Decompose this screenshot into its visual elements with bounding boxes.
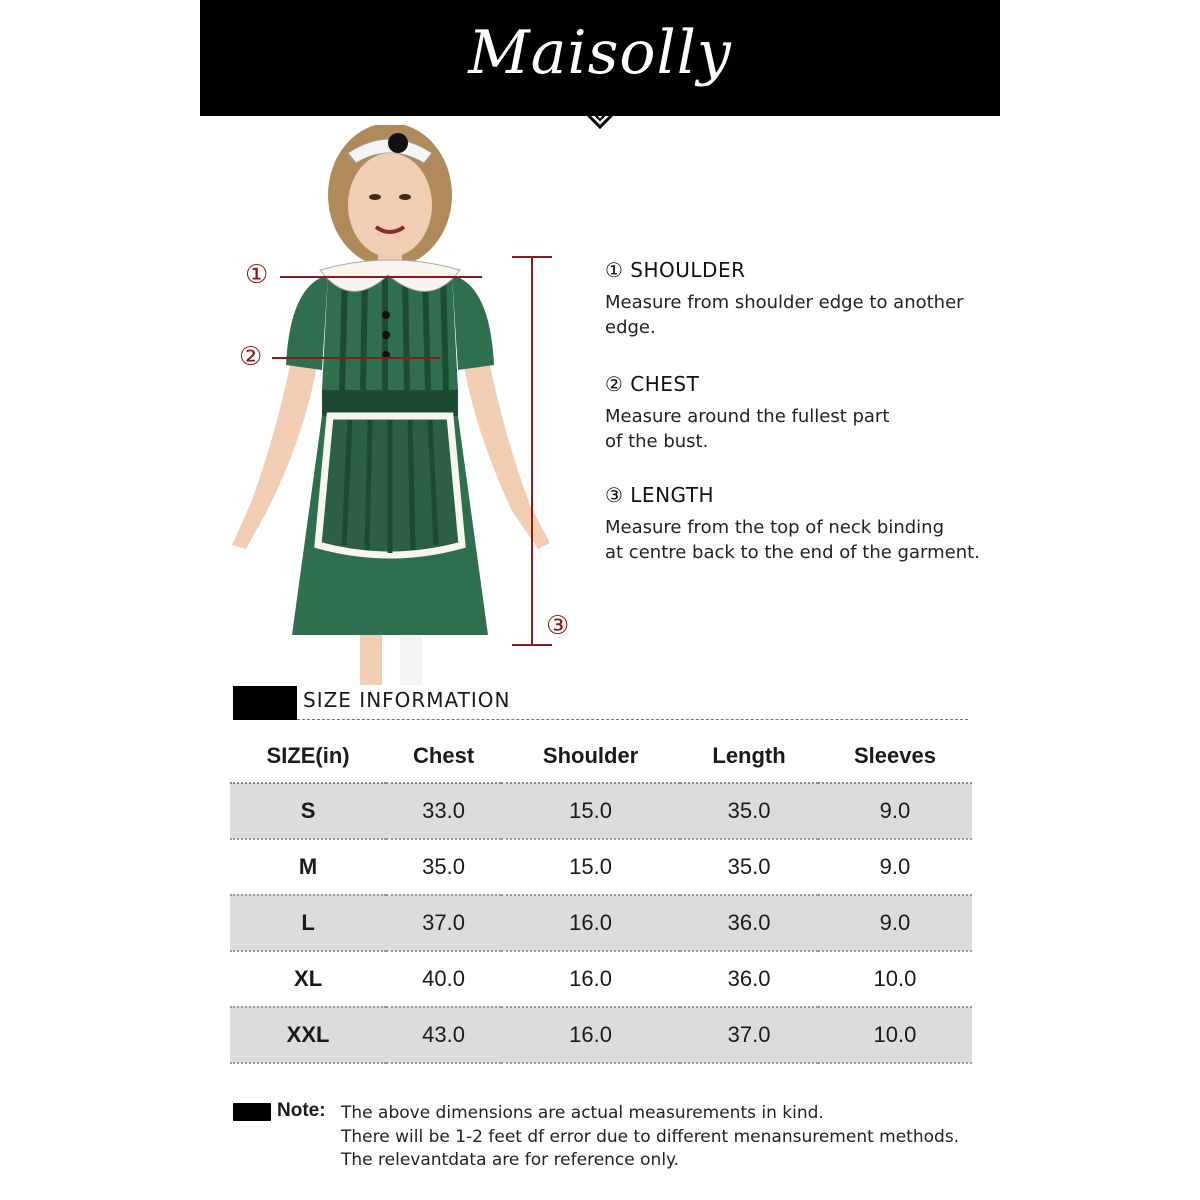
table-row — [230, 1007, 972, 1063]
table-cell: 37.0 — [680, 1007, 818, 1063]
length-marker: ③ — [546, 611, 570, 641]
length-desc-line: Measure from the top of neck binding — [605, 517, 945, 538]
table-row — [230, 839, 972, 895]
note-text — [341, 1102, 959, 1173]
table-cell: 9.0 — [818, 783, 972, 839]
table-cell: M — [230, 839, 386, 895]
shoulder-guide — [605, 258, 1005, 340]
table-cell: 36.0 — [680, 951, 818, 1007]
brand-logo: Maisolly — [468, 18, 732, 88]
column-header: Sleeves — [818, 730, 972, 783]
column-header: Length — [680, 730, 818, 783]
shoulder-marker: ① — [245, 260, 269, 290]
heading-block — [233, 686, 297, 720]
heading-rule — [297, 719, 968, 720]
shoulder-desc — [605, 290, 1005, 340]
chevron-down-icon — [583, 110, 617, 130]
table-cell: 35.0 — [680, 783, 818, 839]
shoulder-desc-line: edge. — [605, 317, 656, 338]
chest-desc-line: of the bust. — [605, 431, 709, 452]
size-table — [230, 730, 972, 1064]
table-cell: 16.0 — [501, 895, 680, 951]
column-header: Chest — [386, 730, 501, 783]
column-header: SIZE(in) — [230, 730, 386, 783]
table-cell: 35.0 — [680, 839, 818, 895]
shoulder-desc-line: Measure from shoulder edge to another — [605, 292, 964, 313]
note-block — [233, 1103, 271, 1121]
table-cell: 15.0 — [501, 839, 680, 895]
chest-guide — [605, 372, 1005, 454]
chest-desc-line: Measure around the fullest part — [605, 406, 890, 427]
chest-marker: ② — [239, 342, 263, 372]
length-title: ③ LENGTH — [605, 483, 715, 507]
table-cell: 15.0 — [501, 783, 680, 839]
note-line: The above dimensions are actual measurements in kind. — [341, 1103, 824, 1123]
table-cell: 43.0 — [386, 1007, 501, 1063]
table-cell: 9.0 — [818, 839, 972, 895]
length-desc-line: at centre back to the end of the garment. — [605, 542, 980, 563]
table-cell: 40.0 — [386, 951, 501, 1007]
table-cell: 33.0 — [386, 783, 501, 839]
table-row — [230, 783, 972, 839]
shoulder-title: ① SHOULDER — [605, 258, 746, 282]
table-cell: XXL — [230, 1007, 386, 1063]
length-guide — [605, 483, 1005, 565]
chest-desc — [605, 404, 1005, 454]
table-cell: XL — [230, 951, 386, 1007]
table-row — [230, 895, 972, 951]
table-cell: L — [230, 895, 386, 951]
table-cell: S — [230, 783, 386, 839]
model-dress-illustration — [210, 125, 570, 685]
table-header-row — [230, 730, 972, 783]
table-cell: 16.0 — [501, 1007, 680, 1063]
table-cell: 10.0 — [818, 1007, 972, 1063]
column-header: Shoulder — [501, 730, 680, 783]
length-desc — [605, 515, 1005, 565]
note-line: The relevantdata are for reference only. — [341, 1150, 680, 1170]
note-label: Note: — [277, 1100, 326, 1121]
table-cell: 35.0 — [386, 839, 501, 895]
table-cell: 37.0 — [386, 895, 501, 951]
table-cell: 9.0 — [818, 895, 972, 951]
table-cell: 16.0 — [501, 951, 680, 1007]
chest-title: ② CHEST — [605, 372, 700, 396]
note-line: There will be 1-2 feet df error due to different menansurement methods. — [341, 1126, 960, 1147]
size-information-title: SIZE INFORMATION — [303, 688, 511, 712]
table-cell: 10.0 — [818, 951, 972, 1007]
size-information-heading — [233, 686, 968, 720]
table-cell: 36.0 — [680, 895, 818, 951]
table-row — [230, 951, 972, 1007]
brand-banner — [200, 0, 1000, 116]
